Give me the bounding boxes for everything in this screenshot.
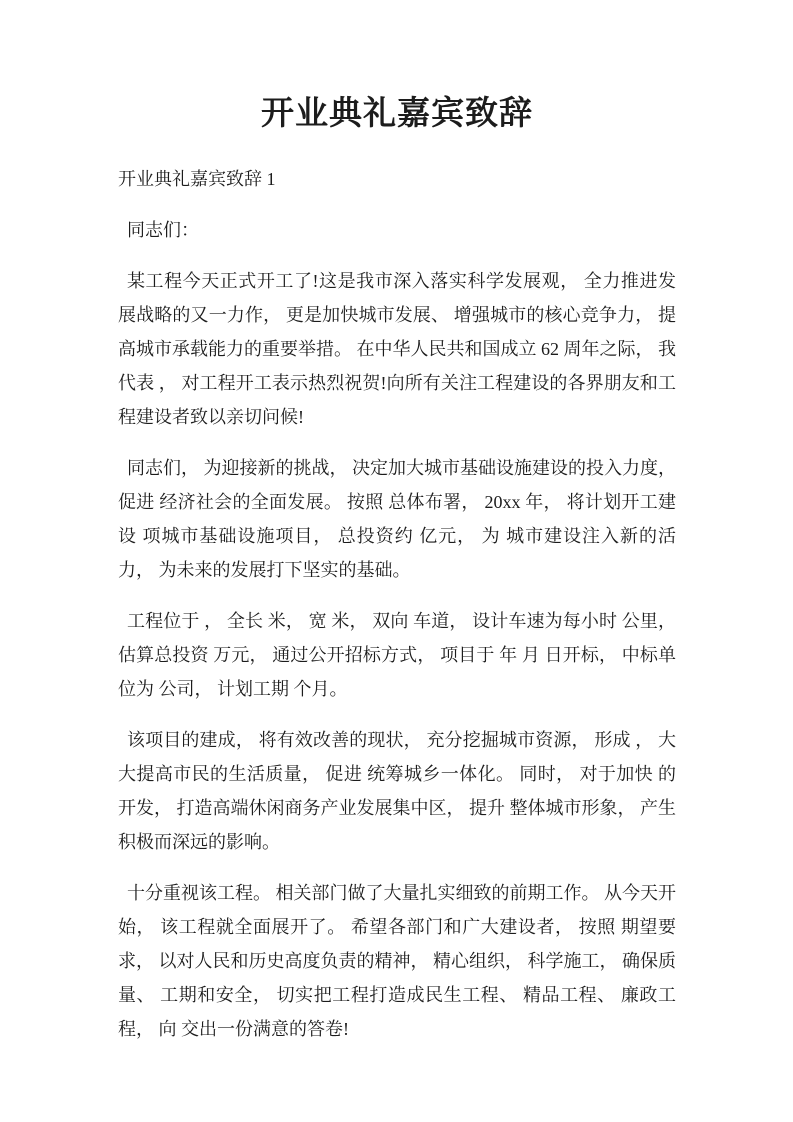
paragraph-project-specs: 工程位于 ， 全长 米， 宽 米， 双向 车道， 设计车速为每小时 公里， 估算总投资 万元， 通过公开招标方式， 项目于 年 月 日开标， 中标单位为 公司， 计划工期 个月。 — [118, 611, 676, 699]
paragraph-investment-plan: 同志们， 为迎接新的挑战， 决定加大城市基础设施建设的投入力度， 促进 经济社会的全面发展。 按照 总体布署， 20xx 年， 将计划开工建设 项城市基础设施项目， 总投资约 亿元， 为 城市建设注入新的活力， 为未来的发展打下坚实的基础。 — [118, 458, 676, 580]
document-title: 开业典礼嘉宾致辞 — [261, 96, 533, 132]
paragraph-closing: 十分重视该工程。 相关部门做了大量扎实细致的前期工作。 从今天开始， 该工程就全面展开了。 希望各部门和广大建设者， 按照 期望要求， 以对人民和历史高度负责的精神， 精心组织， 科学施工， 确保质量、 工期和安全， 切实把工程打造成民生工程、 精品工程、 廉政工程， 向 交出一份满意的答卷! — [118, 883, 676, 1039]
paragraph-opening: 某工程今天正式开工了!这是我市深入落实科学发展观， 全力推进发展战略的又一力作， 更是加快城市发展、 增强城市的核心竞争力， 提高城市承载能力的重要举措。 在中华人民共和国成立 62 周年之际， 我代表 ， 对工程开工表示热烈祝贺!向所有关注工程建设的各界朋友和工程建设者致以亲切问候! — [118, 271, 676, 427]
salutation: 同志们： — [127, 220, 199, 240]
section-heading: 开业典礼嘉宾致辞 1 — [118, 169, 276, 189]
paragraph-project-impact: 该项目的建成， 将有效改善的现状， 充分挖掘城市资源， 形成 ， 大大提高市民的生活质量， 促进 统筹城乡一体化。 同时， 对于加快 的开发， 打造高端休闲商务产业发展集中区， 提升 整体城市形象， 产生积极而深远的影响。 — [118, 730, 676, 852]
